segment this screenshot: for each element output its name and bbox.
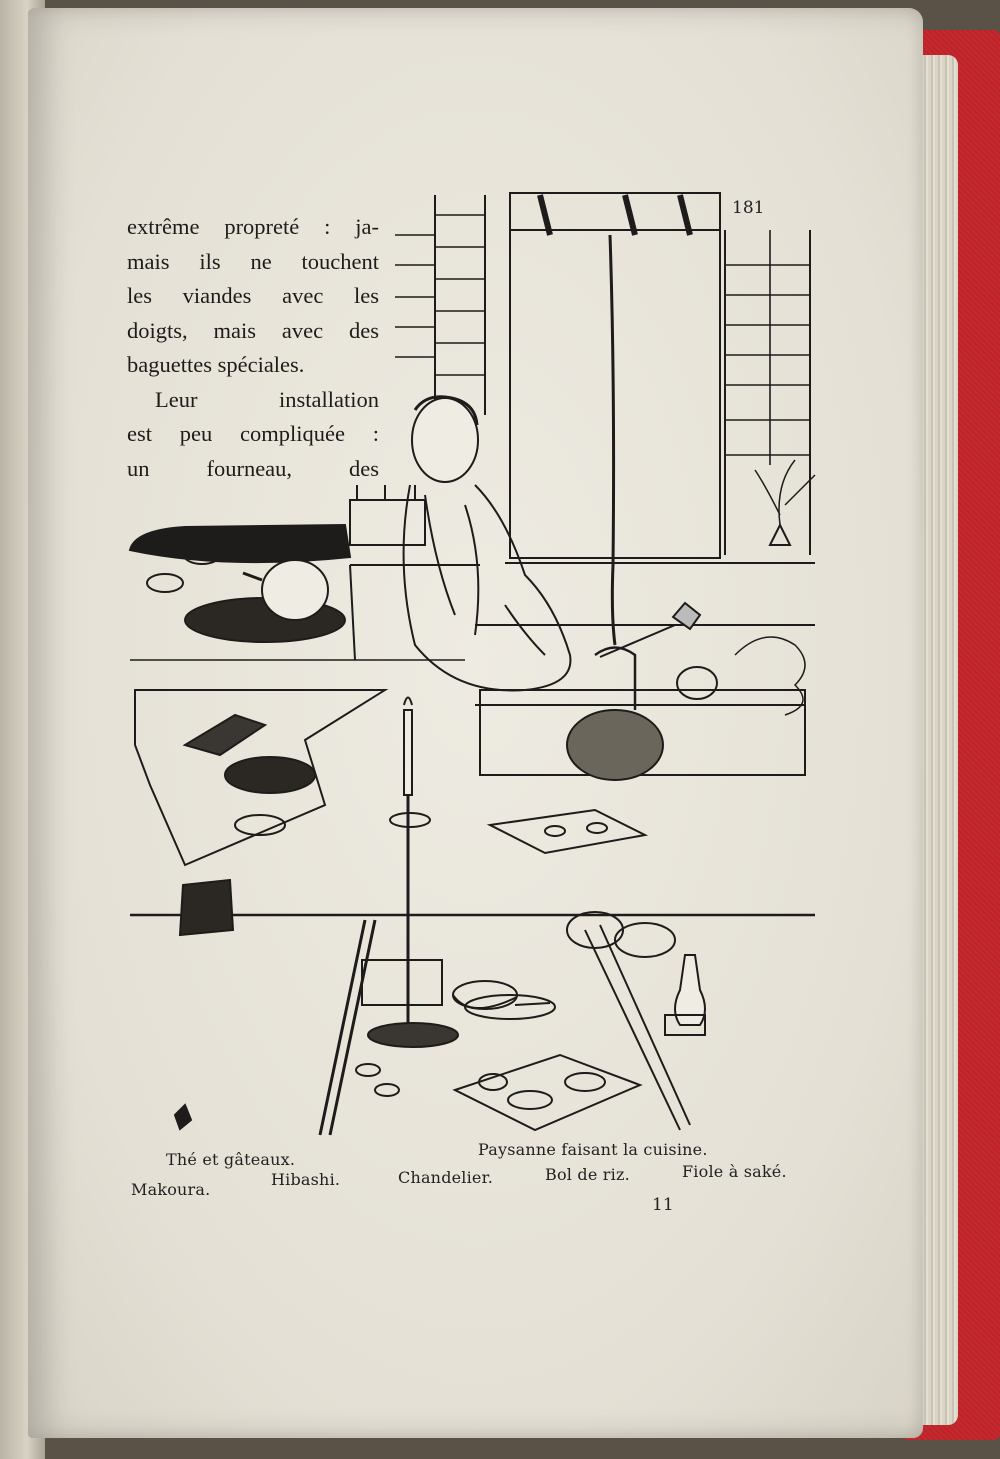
artist-mark [175,1105,191,1129]
potted-plant [755,460,815,545]
doorway [510,193,720,558]
makoura-pillow [180,880,233,935]
text-line: doigts, mais avec des [127,317,379,343]
signature-number: 11 [652,1195,674,1215]
caption-bol: Bol de riz. [545,1165,630,1184]
peasant-woman [404,397,571,691]
tray-cups [490,810,645,853]
cakes-cloth [130,660,815,915]
caption-chandelier: Chandelier. [398,1168,493,1187]
shoji-slats-right [725,230,810,465]
rice-bowl [453,981,555,1019]
shoji-slats-left [395,215,485,375]
iron-kettle [567,710,663,780]
caption-the: Thé et gâteaux. [166,1150,296,1169]
text-line: Leur installation [155,386,379,412]
steam [735,637,805,715]
caption-makoura: Makoura. [131,1180,211,1199]
kitchen-illustration [125,185,825,1145]
text-line: extrême propreté : ja- [127,214,379,239]
page-number: 181 [732,198,765,218]
caption-fiole: Fiole à saké. [682,1162,787,1181]
text-line: est peu compliquée : [127,421,379,446]
text-line: mais ils ne touchent [127,248,379,274]
chandelier [368,698,458,1048]
hibashi [320,920,375,1135]
text-line: les viandes avec les [127,283,379,308]
caption-hibashi: Hibashi. [271,1170,341,1189]
fans-and-sake [567,912,705,1130]
text-line: baguettes spéciales. [127,352,305,377]
hook-chain [610,235,615,645]
caption-paysanne: Paysanne faisant la cuisine. [478,1140,708,1159]
teapot [677,667,717,699]
text-line: un fourneau, des [127,455,379,481]
